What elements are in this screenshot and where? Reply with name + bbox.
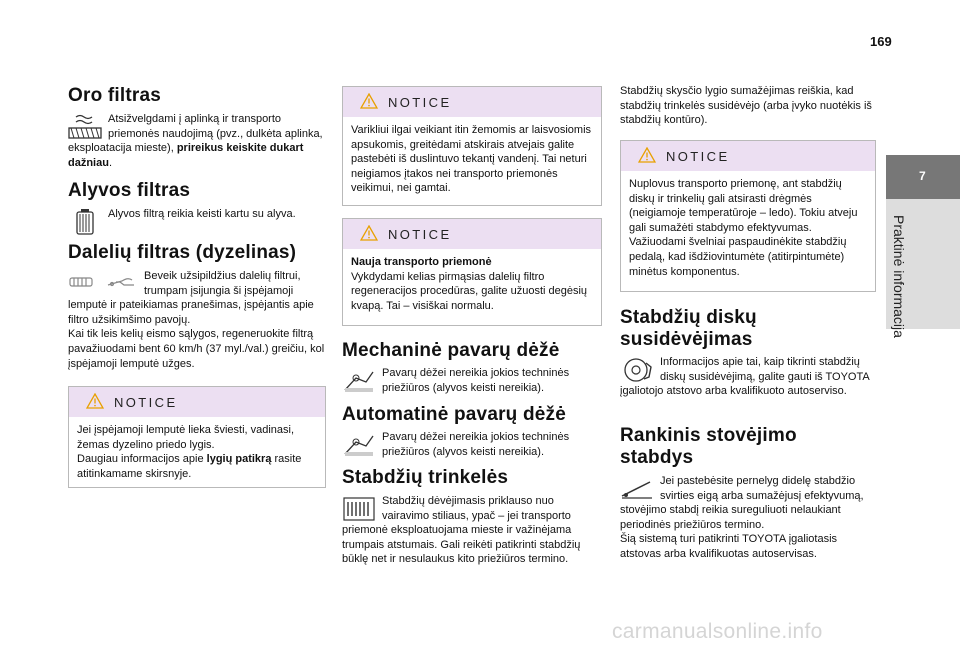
gearbox-icon bbox=[342, 368, 378, 394]
particle-filter-text-2: Kai tik leis kelių eismo sąlygos, regeneruokite filtrą pavažiuodami bent 60 km/h (37 myl./val.) greičiu, kol įspėjamoji lemputė užges. bbox=[68, 328, 325, 370]
oil-filter-section bbox=[68, 180, 326, 235]
section-title: Oro filtras bbox=[68, 85, 161, 106]
particle-filter-warning-icon bbox=[68, 271, 140, 297]
notice-text: Vykdydami kelias pirmąsias dalelių filtro regeneracijos procedūras, galite užuosti degėsių kvapą. Tai – visiškai normalu. bbox=[351, 270, 588, 312]
section-title: Alyvos filtras bbox=[68, 180, 191, 201]
punctuation: . bbox=[108, 156, 113, 169]
chapter-tab[interactable] bbox=[886, 155, 960, 199]
notice-emphasis: lygių patikrą bbox=[206, 453, 272, 466]
notice-box bbox=[620, 140, 876, 292]
notice-label: NOTICE bbox=[114, 395, 178, 410]
notice-text: Jei įspėjamoji lemputė lieka šviesti, vadinasi, žemas dyzelino priedo lygis. bbox=[77, 424, 295, 451]
chapter-number: 7 bbox=[919, 169, 926, 183]
oil-filter-text: Alyvos filtrą reikia keisti kartu su alyva. bbox=[108, 208, 296, 220]
parking-brake-text-2: Šią sistemą turi patikrinti TOYOTA įgaliotasis atstovas arba kvalifikuotas autoservisas. bbox=[620, 533, 838, 560]
notice-text-2: Važiuodami švelniai paspaudinėkite stabdžių pedalą, kad išdžiovintumėte (atitirpintumėte) minėtus komponentus. bbox=[629, 236, 847, 278]
brake-pads-section bbox=[342, 467, 602, 567]
section-title: Rankinis stovėjimo stabdys bbox=[620, 425, 797, 468]
notice-text: Nuplovus transporto priemonę, ant stabdžių diskų ir trinkelių gali atsirasti drėgmės (neigiamoje temperatūroje – ledo). Tokiu atveju gali sumažėti stabdymo efektyvumas. bbox=[629, 178, 858, 234]
warning-triangle-icon bbox=[638, 147, 656, 163]
section-title: Stabdžių trinkelės bbox=[342, 467, 509, 488]
notice-text: Varikliui ilgai veikiant itin žemomis ar laisvosiomis apsukomis, greitėdami atskirais atvejais galite pastebėti iš duslintuvo tekantį vandenį. Tai neturi neigiamos įtakos nei transporto priemonės veikimui, nei gamtai. bbox=[351, 124, 592, 195]
auto-gearbox-text: Pavarų dėžei nereikia jokios techninės priežiūros (alyvos keisti nereikia). bbox=[382, 431, 570, 458]
notice-label: NOTICE bbox=[666, 149, 730, 164]
notice-label: NOTICE bbox=[388, 227, 452, 242]
notice-box bbox=[68, 386, 326, 488]
parking-brake-icon bbox=[620, 476, 656, 502]
notice-header bbox=[343, 87, 601, 117]
notice-heading: Nauja transporto priemonė bbox=[351, 256, 492, 268]
parking-brake-text: Jei pastebėsite pernelyg didelę stabdžio svirties eigą arba sumažėjusį efektyvumą, stovėjimo stabdį reikia sureguliuoti nelaukiant periodinės priežiūros termino. bbox=[620, 475, 864, 531]
brake-pads-text: Stabdžių dėvėjimasis priklauso nuo vairavimo stiliaus, ypač – jei transporto priemonė eksploatuojama mieste ir važinėjama trumpais atstumais. Gali reikėti patikrinti stabdžių būklę net ir nesulaukus kito priežiūros termino. bbox=[342, 495, 581, 566]
notice-box bbox=[342, 218, 602, 326]
air-filter-icon bbox=[68, 114, 104, 140]
air-filter-text: Atsižvelgdami į aplinką ir transporto priemonės naudojimą (pvz., dulkėta aplinka, eksploatacija mieste), bbox=[68, 113, 323, 155]
air-filter-section bbox=[68, 85, 326, 170]
section-title: Automatinė pavarų dėžė bbox=[342, 404, 567, 425]
warning-triangle-icon bbox=[360, 93, 378, 109]
notice-header bbox=[343, 219, 601, 249]
oil-filter-icon bbox=[68, 209, 104, 235]
chapter-title: Praktinė informacija bbox=[891, 215, 907, 338]
section-title: Mechaninė pavarų dėžė bbox=[342, 340, 560, 361]
brake-pad-icon bbox=[342, 496, 378, 522]
gearbox-icon bbox=[342, 432, 378, 458]
notice-box bbox=[342, 86, 602, 206]
notice-header bbox=[69, 387, 325, 417]
section-title-line-2: susidėvėjimas bbox=[620, 329, 753, 350]
section-title: Stabdžių diskų bbox=[620, 307, 757, 328]
brake-discs-text: Informacijos apie tai, kaip tikrinti stabdžių diskų susidėvėjimą, galite gauti iš TOYOTA įgaliotojo atstovo arba kvalifikuoto autoserviso. bbox=[620, 356, 870, 398]
parking-brake-section bbox=[620, 425, 875, 562]
brake-discs-section bbox=[620, 307, 875, 399]
particle-filter-text: Beveik užsipildžius dalelių filtrui, trumpam įsijungia ši įspėjamoji lemputė ir pateikiamas pranešimas, įspėjantis apie filtro užsikimšimo pavojų. bbox=[68, 270, 314, 326]
notice-header bbox=[621, 141, 875, 171]
manual-gearbox-text: Pavarų dėžei nereikia jokios techninės priežiūros (alyvos keisti nereikia). bbox=[382, 367, 570, 394]
particle-filter-section bbox=[68, 242, 326, 371]
page-number: 169 bbox=[870, 34, 892, 49]
notice-text-2: Daugiau informacijos apie bbox=[77, 453, 207, 466]
intro-text: Stabdžių skysčio lygio sumažėjimas reiškia, kad stabdžių trinkelės susidėvėjo (arba įvyko nuotėkis iš stabdžių kontūro). bbox=[620, 85, 872, 127]
section-title: Dalelių filtras (dyzelinas) bbox=[68, 242, 297, 263]
brake-disc-icon bbox=[620, 357, 656, 383]
brake-fluid-intro bbox=[620, 84, 875, 128]
notice-text-3: rasite atitinkamame skirsnyje. bbox=[77, 453, 302, 480]
air-filter-emphasis: prireikus keiskite dukart dažniau bbox=[68, 142, 304, 169]
watermark: carmanualsonline.info bbox=[612, 620, 823, 643]
manual-gearbox-section bbox=[342, 340, 602, 395]
notice-label: NOTICE bbox=[388, 95, 452, 110]
warning-triangle-icon bbox=[86, 393, 104, 409]
auto-gearbox-section bbox=[342, 404, 602, 459]
warning-triangle-icon bbox=[360, 225, 378, 241]
